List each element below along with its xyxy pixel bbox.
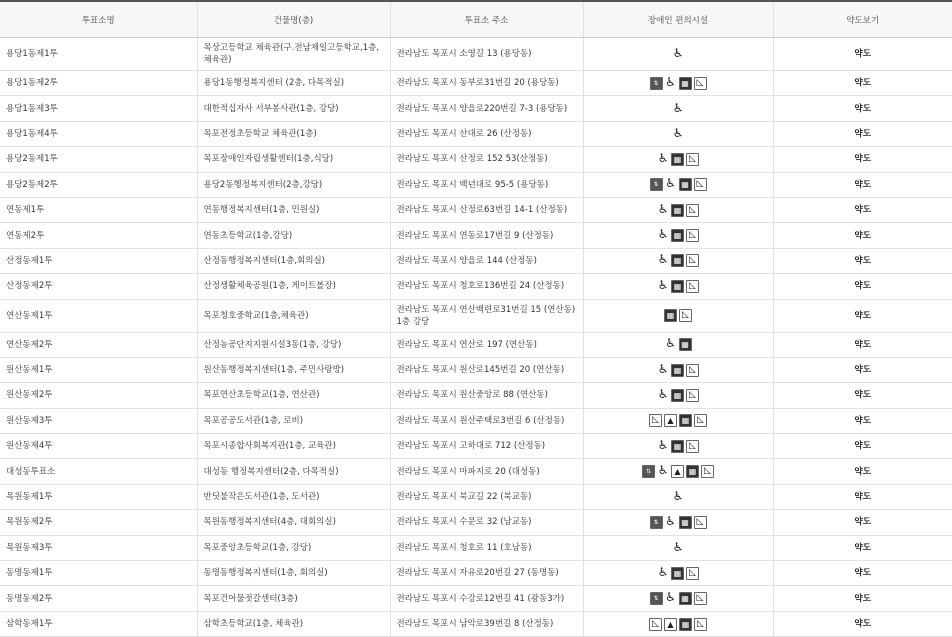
table-row — [0, 535, 952, 560]
ramp-icon: ◺ — [701, 465, 714, 478]
address-cell: 전라남도 목포시 원산중앙로 88 (연산동) — [390, 383, 583, 408]
accessibility-icons-cell — [583, 332, 773, 357]
wheelchair-icon: ♿ — [672, 539, 684, 554]
table-row — [0, 484, 952, 509]
address-cell: 전라남도 목포시 백년대로 95-5 (용당동) — [390, 172, 583, 197]
building-cell: 연동행정복지센터(1층, 민원실) — [197, 197, 390, 222]
building-cell: 연동초등학교(1층,강당) — [197, 223, 390, 248]
building-cell: 목포시종합사회복지관(1층, 교육관) — [197, 434, 390, 459]
table-row — [0, 223, 952, 248]
map-link[interactable]: 약도 — [773, 535, 952, 560]
building-cell: 목원동행정복지센터(4층, 대회의실) — [197, 510, 390, 535]
building-cell: 대한적십자사 서부봉사관(1층, 강당) — [197, 96, 390, 121]
accessible-toilet-icon: ▦ — [671, 389, 684, 402]
table-row — [0, 147, 952, 172]
building-cell: 목포공공도서관(1층, 로비) — [197, 408, 390, 433]
table-row — [0, 96, 952, 121]
elevator-icon: ⇅ — [650, 178, 663, 191]
map-link[interactable]: 약도 — [773, 299, 952, 332]
map-link[interactable]: 약도 — [773, 197, 952, 222]
address-cell: 전라남도 목포시 자유로20번길 27 (동명동) — [390, 561, 583, 586]
station-name-cell: 용당2동제2투 — [0, 172, 197, 197]
header-accessibility: 장애인 편의시설 — [583, 1, 773, 38]
address-cell: 전라남도 목포시 원산로145번길 20 (연산동) — [390, 357, 583, 382]
station-name-cell: 원산동제1투 — [0, 357, 197, 382]
station-name-cell: 대성동투표소 — [0, 459, 197, 484]
accessibility-icons-cell — [583, 459, 773, 484]
table-row — [0, 172, 952, 197]
accessibility-icons-cell — [583, 561, 773, 586]
accessibility-icons-cell — [583, 586, 773, 611]
ramp-icon: ◺ — [686, 389, 699, 402]
table-row — [0, 332, 952, 357]
ramp-icon: ◺ — [694, 414, 707, 427]
wheelchair-icon: ♿ — [665, 74, 676, 89]
map-link[interactable]: 약도 — [773, 96, 952, 121]
building-cell: 목포건어물젓갈센터(3층) — [197, 586, 390, 611]
map-link[interactable]: 약도 — [773, 611, 952, 636]
station-name-cell: 원산동제3투 — [0, 408, 197, 433]
station-name-cell: 산정동제2투 — [0, 274, 197, 299]
accessibility-icons-cell — [583, 197, 773, 222]
map-link[interactable]: 약도 — [773, 383, 952, 408]
accessibility-icons-cell — [583, 510, 773, 535]
station-name-cell: 목원동제3투 — [0, 535, 197, 560]
ramp-icon: ◺ — [679, 309, 692, 322]
table-row — [0, 383, 952, 408]
building-cell: 동명동행정복지센터(1층, 회의실) — [197, 561, 390, 586]
accessible-toilet-icon: ▦ — [671, 204, 684, 217]
station-name-cell: 산정동제1투 — [0, 248, 197, 273]
accessible-toilet-icon: ▦ — [671, 254, 684, 267]
address-cell: 전라남도 목포시 연산백련로31번길 15 (연산동) 1층 강당 — [390, 299, 583, 332]
address-cell: 전라남도 목포시 청호로136번길 24 (산정동) — [390, 274, 583, 299]
map-link[interactable]: 약도 — [773, 332, 952, 357]
station-name-cell: 원산동제4투 — [0, 434, 197, 459]
map-link[interactable]: 약도 — [773, 172, 952, 197]
wheelchair-icon: ♿ — [657, 150, 669, 165]
address-cell: 전라남도 목포시 산정로 152 53(산정동) — [390, 147, 583, 172]
address-cell: 전라남도 목포시 양을로 144 (산정동) — [390, 248, 583, 273]
wheelchair-icon: ♿ — [665, 590, 676, 605]
accessibility-icons-cell — [583, 434, 773, 459]
building-cell: 목포연산초등학교(1층, 연산관) — [197, 383, 390, 408]
map-link[interactable]: 약도 — [773, 357, 952, 382]
address-cell: 전라남도 목포시 고하대로 712 (산정동) — [390, 434, 583, 459]
map-link[interactable]: 약도 — [773, 38, 952, 71]
station-name-cell: 용당1동제1투 — [0, 38, 197, 71]
table-row — [0, 434, 952, 459]
address-cell: 전라남도 목포시 양을로220번길 7-3 (용당동) — [390, 96, 583, 121]
map-link[interactable]: 약도 — [773, 510, 952, 535]
ramp-icon: ◺ — [686, 254, 699, 267]
lift-icon: ▲ — [671, 465, 684, 478]
accessible-toilet-icon: ▦ — [671, 153, 684, 166]
wheelchair-icon: ♿ — [657, 227, 669, 242]
station-name-cell: 연동제1투 — [0, 197, 197, 222]
building-cell: 목포장애인자립생활센터(1층,식당) — [197, 147, 390, 172]
accessibility-icons-cell — [583, 383, 773, 408]
wheelchair-icon: ♿ — [657, 201, 669, 216]
map-link[interactable]: 약도 — [773, 586, 952, 611]
table-body — [0, 38, 952, 637]
map-link[interactable]: 약도 — [773, 561, 952, 586]
table-row — [0, 299, 952, 332]
address-cell: 전라남도 목포시 남악로39번길 8 (산정동) — [390, 611, 583, 636]
address-cell: 전라남도 목포시 연동로17번길 9 (산정동) — [390, 223, 583, 248]
accessibility-icons-cell — [583, 121, 773, 146]
accessibility-icons-cell — [583, 147, 773, 172]
accessible-toilet-icon: ▦ — [679, 618, 692, 631]
accessibility-icons-cell — [583, 484, 773, 509]
address-cell: 전라남도 목포시 소영길 13 (용당동) — [390, 38, 583, 71]
ramp-icon: ◺ — [694, 618, 707, 631]
station-name-cell: 연산동제2투 — [0, 332, 197, 357]
ramp-icon: ◺ — [694, 178, 707, 191]
address-cell: 전라남도 목포시 북교길 22 (북교동) — [390, 484, 583, 509]
header-address: 투표소 주소 — [390, 1, 583, 38]
table-row — [0, 71, 952, 96]
accessibility-icons-cell — [583, 38, 773, 71]
ramp-icon: ◺ — [694, 592, 707, 605]
accessibility-icons-cell — [583, 357, 773, 382]
table-row — [0, 561, 952, 586]
building-cell: 목포중앙초등학교(1층, 강당) — [197, 535, 390, 560]
building-cell: 산정생활체육공원(1층, 게이트볼장) — [197, 274, 390, 299]
map-link[interactable]: 약도 — [773, 459, 952, 484]
elevator-icon: ⇅ — [642, 465, 655, 478]
station-name-cell: 원산동제2투 — [0, 383, 197, 408]
accessible-toilet-icon: ▦ — [679, 414, 692, 427]
ramp-icon: ◺ — [686, 440, 699, 453]
accessible-toilet-icon: ▦ — [686, 465, 699, 478]
map-link[interactable]: 약도 — [773, 147, 952, 172]
accessible-toilet-icon: ▦ — [679, 592, 692, 605]
address-cell: 전라남도 목포시 산대로 26 (산정동) — [390, 121, 583, 146]
accessible-toilet-icon: ▦ — [671, 567, 684, 580]
elevator-icon: ⇅ — [650, 77, 663, 90]
wheelchair-icon: ♿ — [665, 513, 676, 528]
address-cell: 전라남도 목포시 산정로63번길 14-1 (산정동) — [390, 197, 583, 222]
elevator-icon: ⇅ — [650, 592, 663, 605]
table-row — [0, 248, 952, 273]
station-name-cell: 용당1동제2투 — [0, 71, 197, 96]
wheelchair-icon: ♿ — [665, 176, 676, 191]
address-cell: 전라남도 목포시 연산로 197 (연산동) — [390, 332, 583, 357]
station-name-cell: 용당1동제4투 — [0, 121, 197, 146]
station-name-cell: 연산동제1투 — [0, 299, 197, 332]
wheelchair-icon: ♿ — [672, 489, 684, 504]
header-map: 약도보기 — [773, 1, 952, 38]
accessibility-icons-cell — [583, 408, 773, 433]
map-link[interactable]: 약도 — [773, 248, 952, 273]
accessible-toilet-icon: ▦ — [664, 309, 677, 322]
station-name-cell: 동명동제1투 — [0, 561, 197, 586]
wheelchair-icon: ♿ — [657, 564, 669, 579]
building-cell: 원산동행정복지센터(1층, 주민사랑방) — [197, 357, 390, 382]
accessibility-icons-cell — [583, 535, 773, 560]
wheelchair-icon: ♿ — [657, 437, 669, 452]
building-cell: 반딧불작은도서관(1층, 도서관) — [197, 484, 390, 509]
table-row — [0, 197, 952, 222]
header-station-name: 투표소명 — [0, 1, 197, 38]
table-row — [0, 611, 952, 636]
station-name-cell: 목원동제1투 — [0, 484, 197, 509]
accessibility-icons-cell — [583, 299, 773, 332]
building-cell: 용당2동행정복지센터(2층,강당) — [197, 172, 390, 197]
station-name-cell: 용당2동제1투 — [0, 147, 197, 172]
wheelchair-icon: ♿ — [657, 463, 669, 478]
ramp-icon: ◺ — [649, 618, 662, 631]
accessibility-icons-cell — [583, 248, 773, 273]
building-cell: 용당1동행정복지센터 (2층, 다목적실) — [197, 71, 390, 96]
ramp-icon: ◺ — [694, 516, 707, 529]
wheelchair-icon: ♿ — [657, 252, 669, 267]
table-row — [0, 459, 952, 484]
wheelchair-icon: ♿ — [657, 386, 669, 401]
address-cell: 전라남도 목포시 청호로 11 (호남동) — [390, 535, 583, 560]
accessible-toilet-icon: ▦ — [671, 440, 684, 453]
address-cell: 전라남도 목포시 원산주택로3번길 6 (산정동) — [390, 408, 583, 433]
ramp-icon: ◺ — [686, 229, 699, 242]
wheelchair-icon: ♿ — [665, 336, 676, 351]
table-row — [0, 38, 952, 71]
table-row — [0, 274, 952, 299]
wheelchair-icon: ♿ — [657, 361, 669, 376]
building-cell: 삼학초등학교(1층, 체육관) — [197, 611, 390, 636]
map-link[interactable]: 약도 — [773, 71, 952, 96]
ramp-icon: ◺ — [686, 364, 699, 377]
building-cell: 목상고등학교 체육관(구.전남제일고등학교,1층, 체육관) — [197, 38, 390, 71]
station-name-cell: 삼학동제1투 — [0, 611, 197, 636]
accessible-toilet-icon: ▦ — [671, 364, 684, 377]
address-cell: 전라남도 목포시 마파지로 20 (대성동) — [390, 459, 583, 484]
table-row — [0, 408, 952, 433]
elevator-icon: ⇅ — [650, 516, 663, 529]
building-cell: 산정농공단지지원시설3동(1층, 강당) — [197, 332, 390, 357]
accessibility-icons-cell — [583, 96, 773, 121]
accessible-toilet-icon: ▦ — [679, 516, 692, 529]
wheelchair-icon: ♿ — [657, 277, 669, 292]
accessible-toilet-icon: ▦ — [671, 280, 684, 293]
station-name-cell: 목원동제2투 — [0, 510, 197, 535]
accessibility-icons-cell — [583, 274, 773, 299]
address-cell: 전라남도 목포시 동부로31번길 20 (용당동) — [390, 71, 583, 96]
wheelchair-icon: ♿ — [672, 100, 684, 115]
accessibility-icons-cell — [583, 71, 773, 96]
header-building: 건물명(층) — [197, 1, 390, 38]
lift-icon: ▲ — [664, 414, 677, 427]
ramp-icon: ◺ — [686, 204, 699, 217]
building-cell: 목포전정초등학교 체육관(1층) — [197, 121, 390, 146]
wheelchair-icon: ♿ — [672, 125, 684, 140]
building-cell: 대성동 행정복지센터(2층, 다목적실) — [197, 459, 390, 484]
wheelchair-icon: ♿ — [672, 46, 684, 60]
lift-icon: ▲ — [664, 618, 677, 631]
table-header-row — [0, 1, 952, 38]
address-cell: 전라남도 목포시 수강로12번길 41 (광동3가) — [390, 586, 583, 611]
accessibility-icons-cell — [583, 611, 773, 636]
station-name-cell: 동명동제2투 — [0, 586, 197, 611]
map-link[interactable]: 약도 — [773, 484, 952, 509]
map-link[interactable]: 약도 — [773, 121, 952, 146]
station-name-cell: 용당1동제3투 — [0, 96, 197, 121]
address-cell: 전라남도 목포시 수문로 32 (남교동) — [390, 510, 583, 535]
map-link[interactable]: 약도 — [773, 223, 952, 248]
map-link[interactable]: 약도 — [773, 408, 952, 433]
map-link[interactable]: 약도 — [773, 274, 952, 299]
map-link[interactable]: 약도 — [773, 434, 952, 459]
ramp-icon: ◺ — [694, 77, 707, 90]
building-cell: 목포청호중학교(1층,체육관) — [197, 299, 390, 332]
accessible-toilet-icon: ▦ — [679, 338, 692, 351]
ramp-icon: ◺ — [686, 280, 699, 293]
station-name-cell: 연동제2투 — [0, 223, 197, 248]
building-cell: 산정동행정복지센터(1층,회의실) — [197, 248, 390, 273]
ramp-icon: ◺ — [686, 153, 699, 166]
table-row — [0, 357, 952, 382]
accessibility-icons-cell — [583, 223, 773, 248]
ramp-icon: ◺ — [649, 414, 662, 427]
accessibility-icons-cell — [583, 172, 773, 197]
table-row — [0, 510, 952, 535]
ramp-icon: ◺ — [686, 567, 699, 580]
table-row — [0, 121, 952, 146]
accessible-toilet-icon: ▦ — [679, 178, 692, 191]
accessible-toilet-icon: ▦ — [671, 229, 684, 242]
table-row — [0, 586, 952, 611]
accessible-toilet-icon: ▦ — [679, 77, 692, 90]
